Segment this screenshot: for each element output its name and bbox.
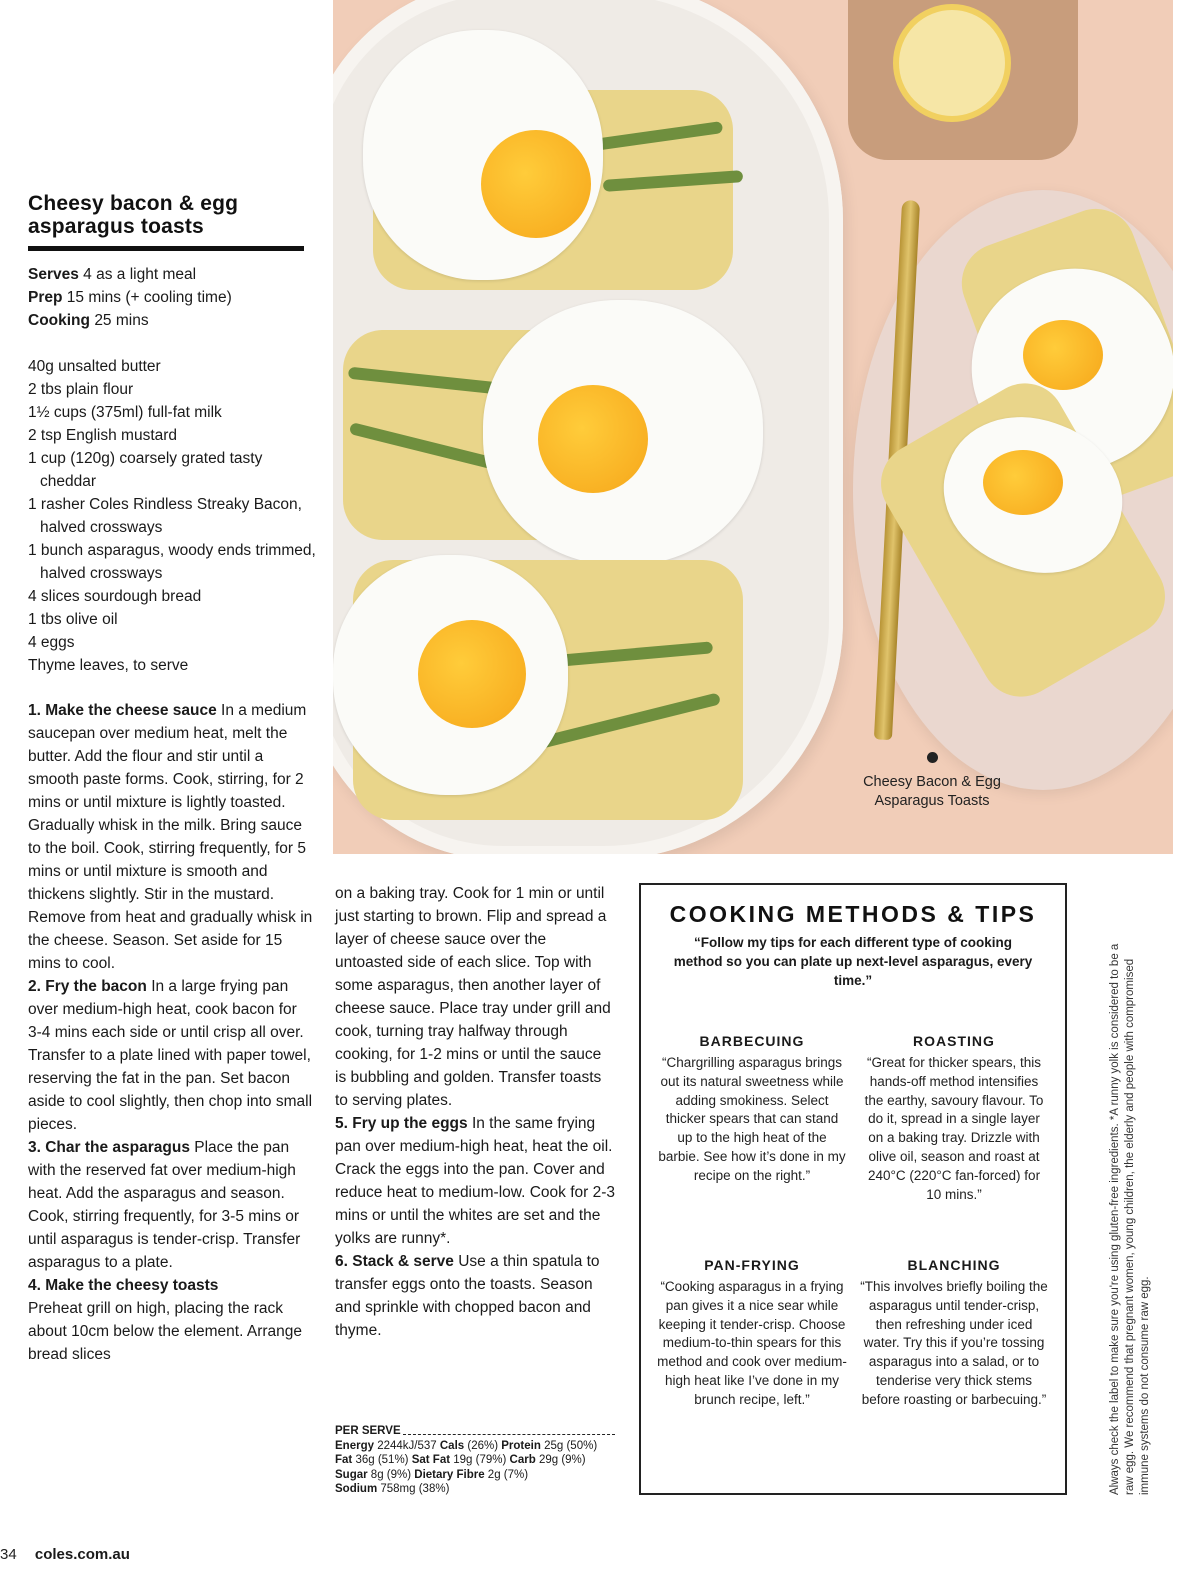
caption-dot-marker xyxy=(927,752,938,763)
nutrient-label: Dietary Fibre xyxy=(414,1468,485,1481)
method-step-3 xyxy=(28,1136,313,1274)
nutrient-label: Cals xyxy=(439,1439,465,1452)
nutrient-value: 36g (51%) xyxy=(355,1454,409,1466)
tip-text: “This involves briefly boiling the asparagus until tender-crisp, then refreshing under iced water. Try this if you’re tossing asparagus into a salad, or to tenderise very thick stems before roasting or barbecuing.” xyxy=(860,1279,1048,1407)
tip-heading: BLANCHING xyxy=(907,1257,1001,1273)
method-step-2 xyxy=(28,975,313,1136)
nutrition-line xyxy=(335,1439,615,1454)
title-divider xyxy=(28,246,304,251)
tip-heading: PAN-FRYING xyxy=(704,1257,800,1273)
meta-serves xyxy=(28,263,318,286)
tip-pan-frying xyxy=(657,1257,847,1410)
step-title: 1. Make the cheese sauce xyxy=(28,702,217,719)
method-step-6 xyxy=(335,1250,615,1342)
page-footer xyxy=(0,1546,130,1563)
page-number: 34 xyxy=(0,1546,17,1563)
tip-blanching xyxy=(859,1257,1049,1410)
nutrition-line xyxy=(335,1468,615,1483)
step-text: on a baking tray. Cook for 1 min or until just starting to brown. Flip and spread a layer of cheese sauce over the untoasted side of each slice. Top with some asparagus, then another layer of cheese sauce. Place tray under grill and cook, turning tray halfway through cooking, for 1-2 mins or until the sauce is bubbling and golden. Transfer toasts to serving plates. xyxy=(335,885,611,1109)
nutrition-line xyxy=(335,1482,615,1497)
nutrient-value: (26%) xyxy=(467,1439,499,1452)
egg-yolk xyxy=(481,130,591,238)
tip-text: “Great for thicker spears, this hands-off method intensifies the earthy, savoury flavour. To do it, spread in a single layer on a baking tray. Drizzle with olive oil, season and roast at 240°C (220°C fan-forced) for 10 mins.” xyxy=(864,1055,1044,1202)
meta-value: 4 as a light meal xyxy=(83,266,197,283)
ingredient-item: 2 tsp English mustard xyxy=(28,427,178,444)
step-title: 3. Char the asparagus xyxy=(28,1139,190,1156)
ingredient-item: 1 cup (120g) coarsely grated tasty cheddar xyxy=(28,450,263,490)
nutrient-label: Protein xyxy=(501,1439,541,1452)
recipe-title: Cheesy bacon & egg asparagus toasts xyxy=(28,192,239,238)
ingredient-item: 1 tbs olive oil xyxy=(28,611,118,628)
nutrition-heading-label: PER SERVE xyxy=(335,1425,401,1437)
step-text: In a large frying pan over medium-high heat, cook bacon for 3-4 mins each side or until crisp all over. Transfer to a plate lined with paper towel, reserving the fat in the pan. Set bacon aside to cool slightly, then chop into small pieces. xyxy=(28,978,313,1133)
step-text: Use a thin spatula to transfer eggs onto the toasts. Season and sprinkle with chopped bacon and thyme. xyxy=(335,1253,600,1339)
meta-label: Cooking xyxy=(28,312,90,329)
ingredient-item: 4 eggs xyxy=(28,634,75,651)
meta-prep xyxy=(28,286,318,309)
ingredient-item: 1 bunch asparagus, woody ends trimmed, halved crossways xyxy=(28,542,316,582)
tips-intro-quote: “Follow my tips for each different type of cooking method so you can plate up next-level asparagus, every time.” xyxy=(673,935,1033,988)
ingredient-item: 2 tbs plain flour xyxy=(28,381,134,398)
method-column-middle xyxy=(335,882,615,1342)
nutrient-label: Energy xyxy=(335,1439,374,1452)
nutrition-heading xyxy=(335,1424,615,1439)
step-text: In a medium saucepan over medium heat, melt the butter. Add the flour and stir until a smooth paste forms. Cook, stirring, for 2 mins or until mixture is lightly toasted. Gradually whisk in the milk. Bring sauce to the boil. Cook, stirring frequently, for 5 mins or until mixture is smooth and thickens slightly. Stir in the mustard. Remove from heat and gradually whisk in the cheese. Season. Set aside for 15 mins to cool. xyxy=(28,702,313,972)
nutrient-label: Sat Fat xyxy=(411,1454,451,1466)
nutrient-value: 758mg (38%) xyxy=(380,1483,450,1495)
egg-yolk xyxy=(1023,320,1103,390)
cooking-tips-box xyxy=(639,883,1067,1495)
tip-text: “Chargrilling asparagus brings out its natural sweetness while adding smokiness. Select thicker spears that can stand up to the high heat of the barbie. See how it’s done in my recipe on the right.” xyxy=(658,1055,846,1183)
nutrient-value: 29g (9%) xyxy=(538,1454,586,1466)
photo-caption xyxy=(862,752,1002,811)
step-title: 2. Fry the bacon xyxy=(28,978,147,995)
method-column-left xyxy=(28,699,313,1366)
nutrient-value: 8g (9%) xyxy=(370,1468,412,1481)
recipe-meta xyxy=(28,263,318,332)
tip-heading: ROASTING xyxy=(913,1033,995,1049)
tip-roasting xyxy=(859,1033,1049,1204)
nutrient-label: Fat xyxy=(335,1454,353,1466)
tip-barbecuing xyxy=(657,1033,847,1186)
tip-heading: BARBECUING xyxy=(699,1033,805,1049)
nutrient-value: 2244kJ/537 xyxy=(377,1439,437,1452)
step-title: 5. Fry up the eggs xyxy=(335,1115,468,1132)
step-title: 6. Stack & serve xyxy=(335,1253,454,1270)
ingredients-list xyxy=(28,355,318,677)
lemon-slice xyxy=(893,4,1011,122)
tips-title: COOKING METHODS & TIPS xyxy=(669,901,1037,927)
tip-text: “Cooking asparagus in a frying pan gives it a nice sear while keeping it tender-crisp. Choose medium-to-thin spears for this method and cook over medium-high heat like I’ve done in my brunch recipe, left.” xyxy=(657,1279,847,1407)
step-text: Place the pan with the reserved fat over medium-high heat. Add the asparagus and season. Cook, stirring frequently, for 3-5 mins or until asparagus is tender-crisp. Transfer asparagus to a plate. xyxy=(28,1139,301,1271)
ingredient-item: 1 rasher Coles Rindless Streaky Bacon, halved crossways xyxy=(28,496,302,536)
step-title: 4. Make the cheesy toasts xyxy=(28,1277,219,1294)
dashed-rule xyxy=(403,1427,615,1435)
nutrient-value: 25g (50%) xyxy=(544,1439,598,1452)
egg-yolk xyxy=(418,620,526,728)
meta-value: 25 mins xyxy=(94,312,149,329)
nutrient-label: Sugar xyxy=(335,1468,368,1481)
method-step-4 xyxy=(28,1274,313,1366)
ingredient-item: 4 slices sourdough bread xyxy=(28,588,202,605)
recipe-photo xyxy=(333,0,1173,854)
nutrition-panel xyxy=(335,1424,615,1497)
safety-disclaimer: Always check the label to make sure you're using gluten-free ingredients. *A runny yolk is considered to be a raw egg. We recommend that pregnant women, young children, the elderly and people with compromised immune systems do not consume raw egg. xyxy=(1109,943,1151,1495)
step-text: Preheat grill on high, placing the rack about 10cm below the element. Arrange bread slices xyxy=(28,1300,303,1363)
website-link[interactable]: coles.com.au xyxy=(34,1546,130,1563)
egg-yolk xyxy=(538,385,648,493)
method-step-4-continued xyxy=(335,882,615,1112)
method-step-1 xyxy=(28,699,313,975)
nutrition-line xyxy=(335,1453,615,1468)
method-step-5 xyxy=(335,1112,615,1250)
ingredient-item: Thyme leaves, to serve xyxy=(28,657,189,674)
nutrient-value: 19g (79%) xyxy=(453,1454,507,1466)
nutrient-label: Sodium xyxy=(335,1483,378,1495)
egg-yolk xyxy=(983,450,1063,515)
step-text: In the same frying pan over medium-high heat, heat the oil. Crack the eggs into the pan. Cover and reduce heat to medium-low. Cook for 2-3 mins or until the whites are set and the yolks are runny*. xyxy=(335,1115,615,1247)
caption-text: Cheesy Bacon & Egg Asparagus Toasts xyxy=(863,774,1001,809)
meta-cooking xyxy=(28,309,318,332)
nutrient-value: 2g (7%) xyxy=(487,1468,529,1481)
nutrient-label: Carb xyxy=(509,1454,536,1466)
ingredient-item: 1½ cups (375ml) full-fat milk xyxy=(28,404,222,421)
meta-label: Prep xyxy=(28,289,63,306)
meta-label: Serves xyxy=(28,266,79,283)
meta-value: 15 mins (+ cooling time) xyxy=(66,289,232,306)
ingredient-item: 40g unsalted butter xyxy=(28,358,161,375)
